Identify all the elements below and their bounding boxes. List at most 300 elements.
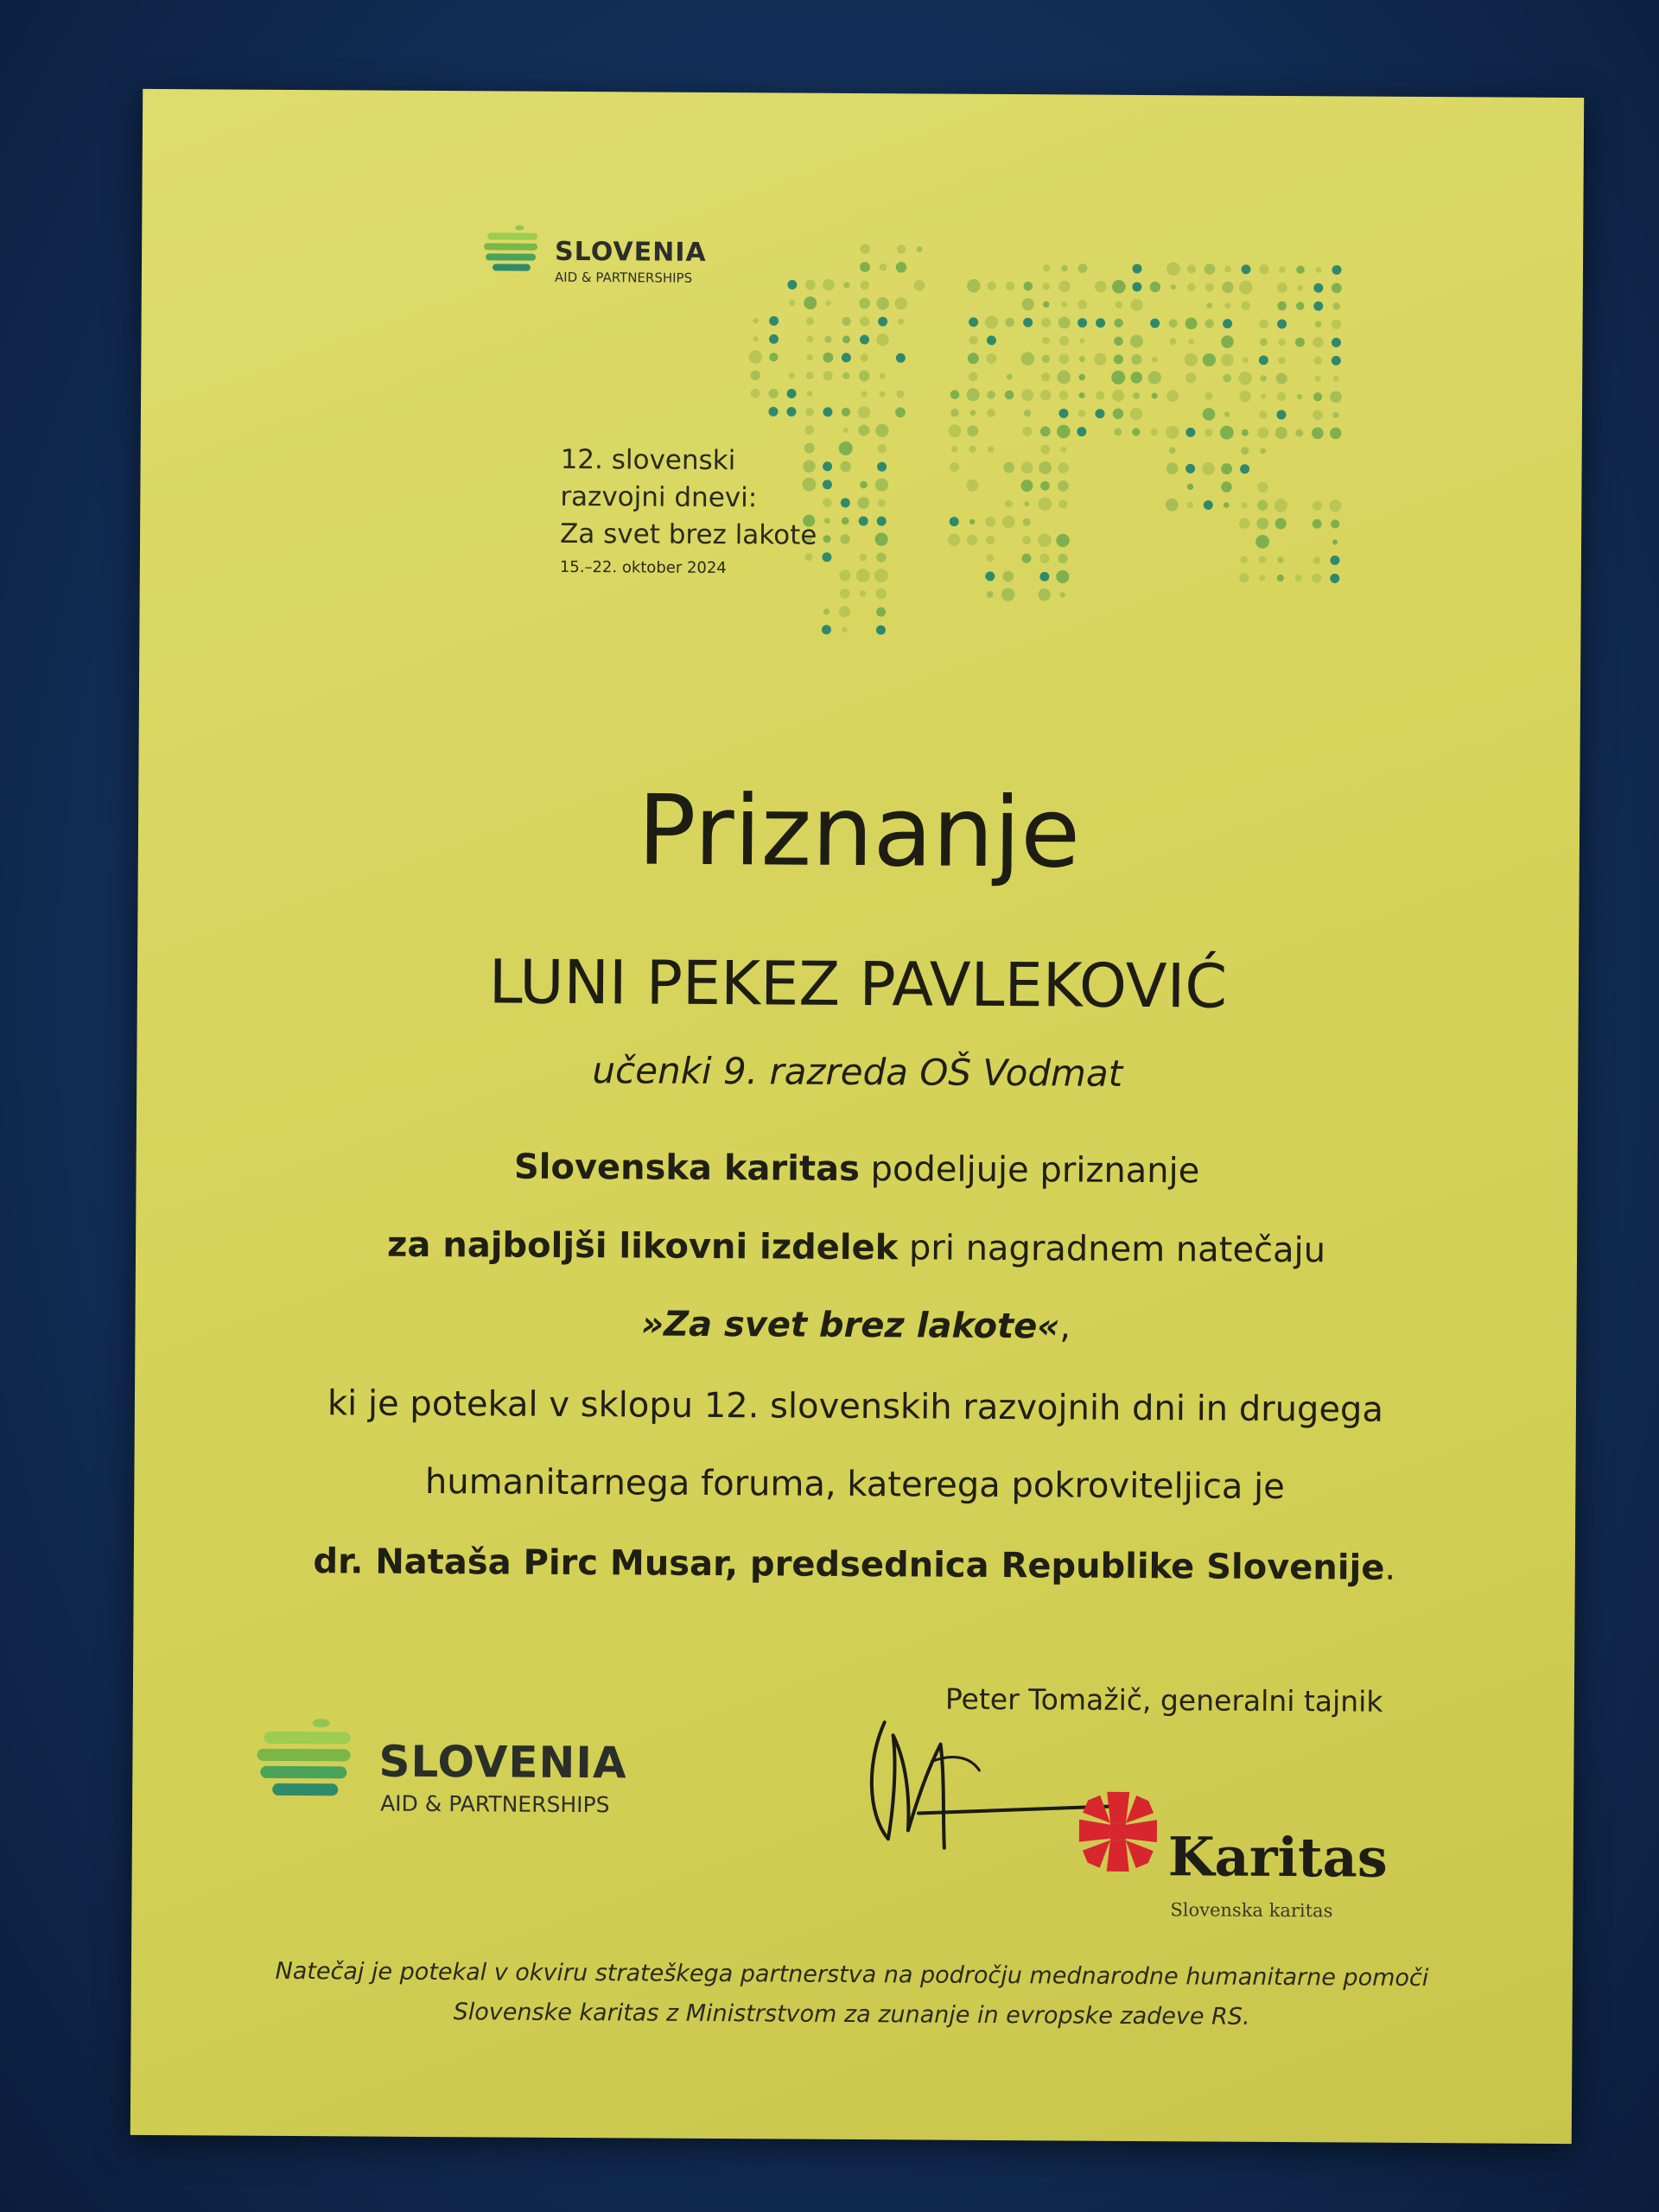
map-dot: [987, 409, 995, 417]
map-dot: [1314, 357, 1322, 365]
map-dot: [895, 297, 907, 309]
map-dot: [826, 301, 831, 306]
map-dot: [1223, 374, 1231, 383]
map-dot: [858, 406, 870, 418]
map-dot: [1257, 427, 1268, 438]
map-dot: [1330, 556, 1339, 565]
map-dot: [1187, 283, 1196, 292]
map-dot: [950, 409, 958, 416]
map-dot: [1039, 498, 1052, 511]
map-dot: [1276, 410, 1286, 419]
body-line-6-rest: .: [1384, 1548, 1396, 1588]
map-dot: [1187, 264, 1196, 273]
map-dot: [1024, 282, 1033, 291]
map-dot: [749, 351, 762, 364]
map-dot: [1078, 410, 1085, 416]
map-dot: [1058, 281, 1070, 292]
map-dot: [1039, 572, 1049, 582]
map-dot: [1332, 412, 1338, 418]
map-dot: [842, 335, 850, 343]
map-dot: [806, 372, 814, 379]
map-dot: [896, 391, 904, 398]
map-dot: [1259, 355, 1268, 365]
map-dot: [1038, 588, 1050, 601]
map-dot: [807, 336, 814, 343]
map-dot: [1224, 266, 1231, 273]
map-dot: [860, 335, 869, 345]
map-dot: [1221, 353, 1234, 366]
map-dot: [1057, 425, 1071, 439]
karitas-name: Karitas: [1167, 1825, 1388, 1890]
map-dot: [856, 569, 870, 582]
map-dot: [985, 517, 995, 527]
map-dot: [839, 606, 850, 617]
map-dot: [1112, 390, 1124, 402]
map-dot: [1313, 392, 1322, 401]
body-line-3-bold: »Za svet brez lakote«: [640, 1304, 1060, 1347]
map-dot: [1223, 319, 1232, 328]
map-dot: [1131, 299, 1143, 311]
body-line-3-rest: ,: [1059, 1306, 1071, 1347]
map-dot: [1332, 320, 1341, 329]
map-dot: [1040, 426, 1051, 436]
map-dot: [860, 590, 866, 596]
map-dot: [1275, 518, 1287, 529]
map-dot: [969, 519, 975, 524]
map-dot: [1259, 320, 1268, 329]
map-dot: [1002, 571, 1014, 582]
body-line-4: ki je potekal v sklopu 12. slovenskih razvojnih dni in drugega: [327, 1383, 1384, 1430]
map-dot: [1130, 408, 1142, 420]
map-dot: [1332, 283, 1342, 293]
map-dot: [787, 280, 797, 289]
map-dot: [986, 353, 996, 364]
map-dot: [806, 317, 814, 325]
map-dot: [1313, 283, 1323, 293]
map-dot: [967, 535, 977, 545]
map-dot: [1150, 319, 1160, 328]
map-dot: [1038, 534, 1051, 547]
map-dot: [1057, 371, 1071, 385]
map-dot: [1166, 426, 1179, 439]
map-dot: [1021, 461, 1033, 474]
map-dot: [842, 627, 848, 633]
map-dot: [1169, 447, 1176, 454]
map-dot: [1043, 264, 1050, 271]
map-dot: [1274, 499, 1287, 512]
map-dot: [1187, 484, 1194, 491]
map-dot: [1061, 265, 1068, 272]
map-dot: [1313, 410, 1323, 420]
map-dot: [1315, 321, 1322, 327]
map-dot: [1022, 427, 1032, 436]
event-info: [560, 442, 817, 578]
map-dot: [1113, 409, 1123, 419]
event-line-2: razvojni dnevi:: [560, 480, 758, 514]
map-dot: [1002, 516, 1015, 529]
map-dot: [1005, 391, 1014, 400]
map-dot: [1171, 284, 1176, 289]
map-dot: [789, 300, 795, 306]
map-dot: [1224, 302, 1230, 308]
map-dot: [857, 497, 869, 509]
map-dot: [1022, 298, 1034, 310]
map-dot: [841, 498, 850, 507]
map-dot: [840, 534, 849, 543]
map-dot: [1007, 374, 1013, 380]
map-dot: [1221, 463, 1232, 474]
map-dot: [1257, 500, 1268, 511]
map-dot: [1021, 554, 1031, 563]
map-dot: [1005, 318, 1014, 327]
map-dot: [823, 535, 831, 543]
map-dot: [1114, 319, 1122, 327]
map-dot: [1060, 447, 1066, 453]
map-dot: [895, 407, 906, 417]
map-dot: [874, 569, 888, 582]
map-dot: [860, 244, 870, 254]
map-dot: [1131, 354, 1141, 365]
map-dot: [1024, 501, 1029, 506]
map-dot: [1001, 588, 1014, 601]
map-dot: [1022, 536, 1031, 544]
map-dot: [1277, 302, 1287, 311]
body-line-5: humanitarnega foruma, katerega pokroviteljica je: [424, 1461, 1285, 1508]
body-line-6-bold: dr. Nataša Pirc Musar, predsednica Republike Slovenije: [313, 1541, 1385, 1588]
map-dot: [1166, 262, 1180, 276]
map-dot: [1206, 302, 1212, 308]
slovenia-aid-stripes-icon: [482, 222, 543, 279]
map-dot: [877, 444, 886, 453]
map-dot: [1043, 302, 1049, 308]
map-dot: [1295, 575, 1302, 582]
event-line-3: Za svet brez lakote: [560, 518, 817, 551]
slovenia-aid-stripes-icon-bottom: [253, 1716, 358, 1812]
map-dot: [1259, 410, 1267, 418]
map-dot: [1039, 461, 1052, 474]
map-dot: [786, 407, 796, 416]
map-dot: [753, 336, 758, 341]
map-dot: [861, 391, 867, 397]
map-dot: [1152, 357, 1158, 363]
map-dot: [1313, 556, 1321, 564]
map-dot: [987, 335, 996, 345]
map-dot: [1042, 337, 1050, 345]
map-dot: [1003, 462, 1014, 474]
map-dot: [769, 334, 779, 344]
map-dot: [823, 499, 831, 507]
map-dot: [1058, 554, 1067, 563]
map-dot: [1242, 429, 1249, 436]
body-line-2-rest: pri nagradnem natečaju: [898, 1228, 1326, 1271]
map-dot: [1259, 556, 1267, 564]
map-dot: [1059, 336, 1069, 346]
map-dot: [822, 625, 831, 634]
recipient-description: učenki 9. razreda OŠ Vodmat: [592, 1049, 1123, 1095]
map-dot: [1313, 337, 1323, 347]
map-dot: [1277, 392, 1286, 401]
map-dot: [1005, 500, 1013, 508]
body-line-3: [135, 1301, 1576, 1350]
map-dot: [1312, 574, 1321, 583]
map-dot: [1330, 428, 1341, 439]
map-dot: [1261, 394, 1266, 399]
map-dot: [1188, 339, 1193, 344]
map-dot: [1205, 264, 1216, 275]
map-dot: [896, 353, 906, 363]
map-dot: [1279, 266, 1286, 273]
map-dot: [769, 353, 778, 361]
map-dot: [896, 262, 907, 273]
map-dot: [987, 555, 995, 563]
map-dot: [985, 315, 998, 328]
map-dot: [1297, 285, 1303, 291]
map-dot: [823, 279, 835, 291]
certificate-sheet: [130, 89, 1584, 2144]
map-dot: [768, 389, 778, 398]
map-dot: [769, 316, 779, 326]
map-dot: [1239, 391, 1250, 402]
map-dot: [1116, 302, 1122, 308]
map-dot: [822, 552, 831, 562]
map-dot: [1241, 447, 1249, 454]
event-line-1: 12. slovenski: [560, 443, 736, 477]
map-dot: [1058, 409, 1068, 418]
map-dot: [878, 499, 886, 507]
top-logo-name: SLOVENIA: [554, 236, 707, 268]
map-dot: [1332, 338, 1341, 347]
map-dot: [951, 446, 957, 452]
map-dot: [1040, 390, 1051, 400]
map-dot: [751, 389, 760, 398]
map-dot: [1222, 282, 1233, 293]
map-dot: [1077, 427, 1086, 436]
map-dot: [1276, 372, 1287, 384]
map-dot: [1185, 317, 1198, 329]
map-dot: [1312, 427, 1324, 439]
map-dot: [880, 391, 886, 397]
map-dot: [1331, 519, 1339, 528]
map-dot: [1059, 391, 1069, 400]
map-dot: [1114, 428, 1122, 435]
map-dot: [1330, 574, 1339, 583]
map-dot: [839, 442, 853, 455]
map-dot: [1205, 429, 1212, 436]
top-logo-tagline: AID & PARTNERSHIPS: [554, 269, 693, 286]
map-dot: [823, 461, 832, 471]
map-dot: [874, 533, 887, 546]
map-dot: [861, 353, 868, 361]
map-dot: [1275, 427, 1287, 439]
map-dot: [969, 372, 978, 381]
map-dot: [1059, 354, 1070, 365]
map-dot: [1152, 393, 1158, 399]
map-dot: [948, 534, 960, 546]
map-dot: [1221, 335, 1234, 348]
map-dot: [1313, 519, 1322, 529]
map-dot: [1224, 502, 1230, 508]
map-dot: [880, 373, 886, 379]
map-dot: [898, 319, 904, 325]
map-dot: [1058, 317, 1071, 329]
map-dot: [1239, 281, 1253, 295]
map-dot: [1278, 339, 1285, 346]
footer-line-1: Natečaj je potekal v okviru strateškega partnerstva na področju mednarodne humanitarne pomoči: [275, 1957, 1429, 1993]
map-dot: [1078, 264, 1088, 273]
map-dot: [1023, 318, 1033, 327]
map-dot: [1295, 429, 1303, 437]
map-dot: [1040, 481, 1050, 491]
map-dot: [860, 554, 868, 562]
body-line-1-bold: Slovenska karitas: [513, 1147, 861, 1190]
map-dot: [876, 607, 886, 617]
map-dot: [1242, 302, 1250, 310]
map-dot: [1079, 392, 1085, 398]
map-dot: [1169, 338, 1176, 345]
map-dot: [969, 410, 976, 416]
map-dot: [1330, 391, 1342, 404]
map-dot: [1185, 464, 1195, 474]
map-dot: [860, 262, 870, 272]
map-dot: [880, 264, 887, 271]
map-dot: [950, 517, 959, 526]
map-dot: [1238, 372, 1251, 385]
map-dot: [1166, 390, 1179, 402]
map-dot: [823, 480, 832, 489]
map-dot: [787, 389, 797, 398]
map-dot: [1257, 482, 1268, 493]
karitas-subtitle: Slovenska karitas: [1170, 1899, 1333, 1922]
map-dot: [1332, 302, 1340, 310]
bottom-logo-name: SLOVENIA: [378, 1736, 627, 1789]
map-dot: [1297, 394, 1302, 399]
map-dot: [967, 279, 981, 293]
map-dot: [1315, 376, 1321, 382]
footer-line-2: Slovenske karitas z Ministrstvom za zunanje in evropske zadeve RS.: [453, 1999, 1250, 2031]
map-dot: [969, 336, 977, 345]
event-dates: 15.–22. oktober 2024: [559, 557, 727, 578]
map-dot: [753, 318, 759, 324]
map-dot: [876, 552, 886, 562]
map-dot: [1056, 534, 1069, 547]
map-dot: [1243, 357, 1249, 363]
map-dot: [843, 428, 849, 433]
map-dot: [840, 461, 850, 472]
map-dot: [988, 446, 995, 453]
map-dot: [1021, 352, 1035, 365]
map-dot: [1277, 556, 1283, 563]
map-dot: [823, 608, 830, 614]
map-dot: [1295, 338, 1305, 347]
map-dot: [1130, 334, 1143, 347]
map-dot: [1313, 302, 1323, 311]
map-dot: [1058, 480, 1069, 492]
map-dot: [1130, 372, 1142, 384]
map-dot: [824, 336, 831, 343]
map-dot: [1220, 426, 1234, 440]
map-dot: [1333, 376, 1339, 382]
map-dot: [788, 372, 795, 379]
map-dot: [1114, 354, 1123, 364]
map-dot: [1042, 355, 1050, 363]
map-dot: [1114, 336, 1123, 346]
map-dot: [1096, 391, 1104, 400]
map-dot: [805, 280, 816, 290]
map-dot: [842, 408, 850, 416]
map-dot: [1133, 392, 1140, 399]
map-dot: [860, 481, 868, 489]
map-dot: [1255, 535, 1269, 549]
map-dot: [1185, 372, 1196, 383]
map-dot: [1205, 283, 1214, 291]
map-dot: [1259, 575, 1265, 581]
map-dot: [1185, 353, 1198, 366]
body-line-2-bold: za najboljši likovni izdelek: [386, 1224, 899, 1268]
map-dot: [1095, 281, 1107, 293]
map-dot: [950, 462, 959, 472]
map-dot: [875, 588, 887, 600]
map-dot: [751, 371, 760, 380]
map-dot: [987, 591, 994, 598]
map-dot: [1260, 448, 1266, 454]
map-dot: [843, 282, 849, 288]
map-dot: [1041, 372, 1050, 381]
map-dot: [878, 317, 887, 327]
map-dot: [985, 571, 995, 581]
map-dot: [1203, 353, 1216, 366]
map-dot: [859, 297, 870, 308]
map-dot: [1096, 318, 1105, 327]
map-dot: [1111, 371, 1125, 385]
map-dot: [968, 353, 979, 364]
map-dot: [1040, 445, 1050, 454]
map-dot: [1006, 282, 1014, 290]
map-dot: [1221, 481, 1232, 493]
map-dot: [876, 334, 888, 346]
map-dot: [948, 424, 961, 437]
map-dot: [875, 423, 888, 436]
map-dot: [1259, 264, 1268, 274]
bottom-logo-tagline: AID & PARTNERSHIPS: [380, 1790, 610, 1818]
map-dot: [1020, 480, 1033, 492]
map-dot: [986, 536, 995, 544]
map-dot: [807, 391, 813, 397]
map-dot: [1043, 283, 1051, 290]
map-dot: [1079, 338, 1084, 343]
map-dot: [1205, 319, 1213, 327]
map-dot: [1166, 462, 1179, 474]
map-dot: [966, 480, 978, 492]
map-dot: [804, 296, 817, 309]
map-dot: [1056, 570, 1069, 583]
map-dot: [1242, 502, 1248, 508]
map-dot: [1132, 282, 1141, 291]
body-line-6: [134, 1541, 1575, 1589]
signatory-name: Peter Tomažič, generalni tajnik: [944, 1681, 1383, 1719]
map-dot: [917, 246, 923, 252]
map-dot: [1132, 428, 1140, 435]
map-dot: [1021, 389, 1033, 401]
map-dot: [1261, 375, 1267, 381]
map-dot: [842, 317, 850, 326]
map-dot: [1079, 356, 1085, 362]
map-dot: [823, 407, 832, 416]
map-dot: [1204, 500, 1213, 510]
map-dot: [860, 316, 869, 326]
map-dot: [987, 391, 995, 399]
map-dot: [823, 371, 833, 380]
map-dot: [1240, 464, 1249, 474]
